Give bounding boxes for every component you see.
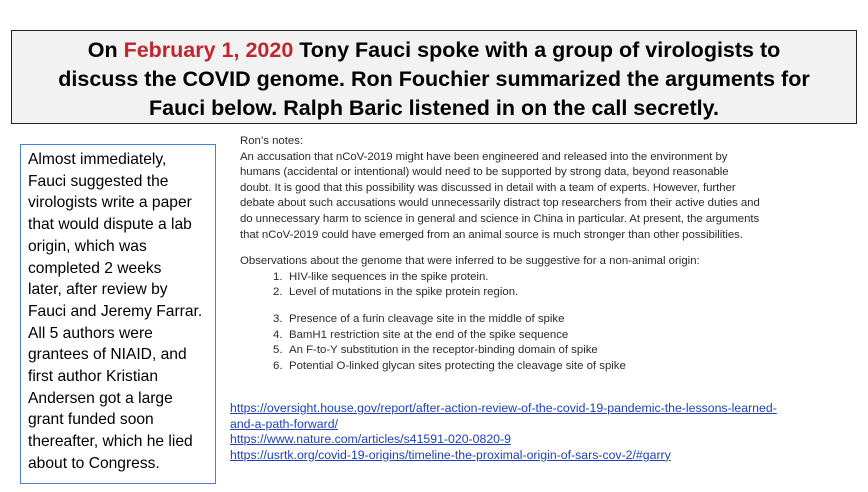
list-item xyxy=(273,328,864,344)
list-item-text: BamH1 restriction site at the end of the spike sequence xyxy=(289,328,569,341)
headline-line-1-rest: Tony Fauci spoke with a group of virologists to xyxy=(293,38,781,62)
list-item-text: Potential O-linked glycan sites protecting the cleavage site of spike xyxy=(289,359,626,372)
rons-notes-excerpt xyxy=(240,130,864,374)
side-note-line: Fauci and Jeremy Farrar. xyxy=(28,302,203,320)
side-note-line: later, after review by xyxy=(28,281,168,299)
observations-heading: Observations about the genome that were inferred to be suggestive for a non-animal origin: xyxy=(240,255,700,268)
side-note-line: thereafter, which he lied xyxy=(28,433,193,451)
notes-paragraph-line: do unnecessary harm to science in general and science in China in particular. At present, the arguments xyxy=(240,212,760,225)
list-item-number: 5. xyxy=(273,344,283,357)
side-note-line: about to Congress. xyxy=(28,454,160,472)
list-item xyxy=(273,343,864,359)
side-note-box xyxy=(20,144,216,484)
list-item-number: 6. xyxy=(273,359,283,372)
notes-paragraph-line: humans (accidental or intentional) would need to be supported by strong data, beyond reasonable xyxy=(240,166,729,179)
list-item xyxy=(273,312,864,328)
observations-list-1 xyxy=(240,270,864,301)
link-line: https://oversight.house.gov/report/after-action-review-of-the-covid-19-pandemic-the-lessons-learned- xyxy=(230,401,777,415)
side-note-line: Andersen got a large xyxy=(28,389,173,407)
side-note-line: first author Kristian xyxy=(28,368,158,386)
side-note-line: grantees of NIAID, and xyxy=(28,346,187,364)
notes-paragraph-line: An accusation that nCoV-2019 might have been engineered and released into the environment by xyxy=(240,150,728,163)
list-item-text: Level of mutations in the spike protein region. xyxy=(289,286,519,299)
nature-article-link[interactable]: https://www.nature.com/articles/s41591-020-0820-9 xyxy=(230,432,511,447)
link-line: and-a-path-forward/ xyxy=(230,416,338,431)
side-note-line: origin, which was xyxy=(28,237,147,255)
list-item-text: An F-to-Y substitution in the receptor-binding domain of spike xyxy=(289,344,598,357)
list-item xyxy=(273,359,864,375)
list-item-number: 1. xyxy=(273,270,283,283)
headline-box xyxy=(11,30,857,124)
oversight-report-link[interactable] xyxy=(230,401,862,432)
notes-heading: Ron’s notes: xyxy=(240,135,304,147)
headline-line-1 xyxy=(20,36,848,65)
list-item-text: Presence of a furin cleavage site in the middle of spike xyxy=(289,312,565,325)
side-note-line: All 5 authors were xyxy=(28,324,153,342)
side-note-line: virologists write a paper xyxy=(28,194,192,212)
side-note-line: Fauci suggested the xyxy=(28,172,169,190)
usrtk-timeline-link[interactable]: https://usrtk.org/covid-19-origins/timeline-the-proximal-origin-of-sars-cov-2/#garry xyxy=(230,447,671,462)
side-note-line: grant funded soon xyxy=(28,411,154,429)
notes-paragraph-line: that nCoV-2019 could have emerged from an animal source is much stronger than other possibilities. xyxy=(240,228,743,241)
list-item-number: 3. xyxy=(273,312,283,325)
side-note-line: that would dispute a lab xyxy=(28,216,192,234)
list-item xyxy=(273,285,864,301)
list-item-number: 2. xyxy=(273,286,283,299)
list-item xyxy=(273,270,864,286)
source-links xyxy=(230,401,862,463)
headline-date: February 1, 2020 xyxy=(123,38,294,62)
list-item-text: HIV-like sequences in the spike protein. xyxy=(289,270,489,283)
side-note-line: completed 2 weeks xyxy=(28,259,162,277)
observations-list-2 xyxy=(240,312,864,374)
side-note-line: Almost immediately, xyxy=(28,151,167,168)
headline-line-3: Fauci below. Ralph Baric listened in on the call secretly. xyxy=(149,96,719,120)
headline-line-2: discuss the COVID genome. Ron Fouchier summarized the arguments for xyxy=(58,67,810,91)
notes-paragraph-line: doubt. It is good that this possibility was discussed in detail with a team of experts. However, further xyxy=(240,181,736,194)
headline-prefix: On xyxy=(87,38,124,62)
notes-paragraph xyxy=(240,150,864,244)
notes-paragraph-line: debate about such accusations would unnecessarily distract top researchers from their active duties and xyxy=(240,197,760,210)
list-item-number: 4. xyxy=(273,328,283,341)
